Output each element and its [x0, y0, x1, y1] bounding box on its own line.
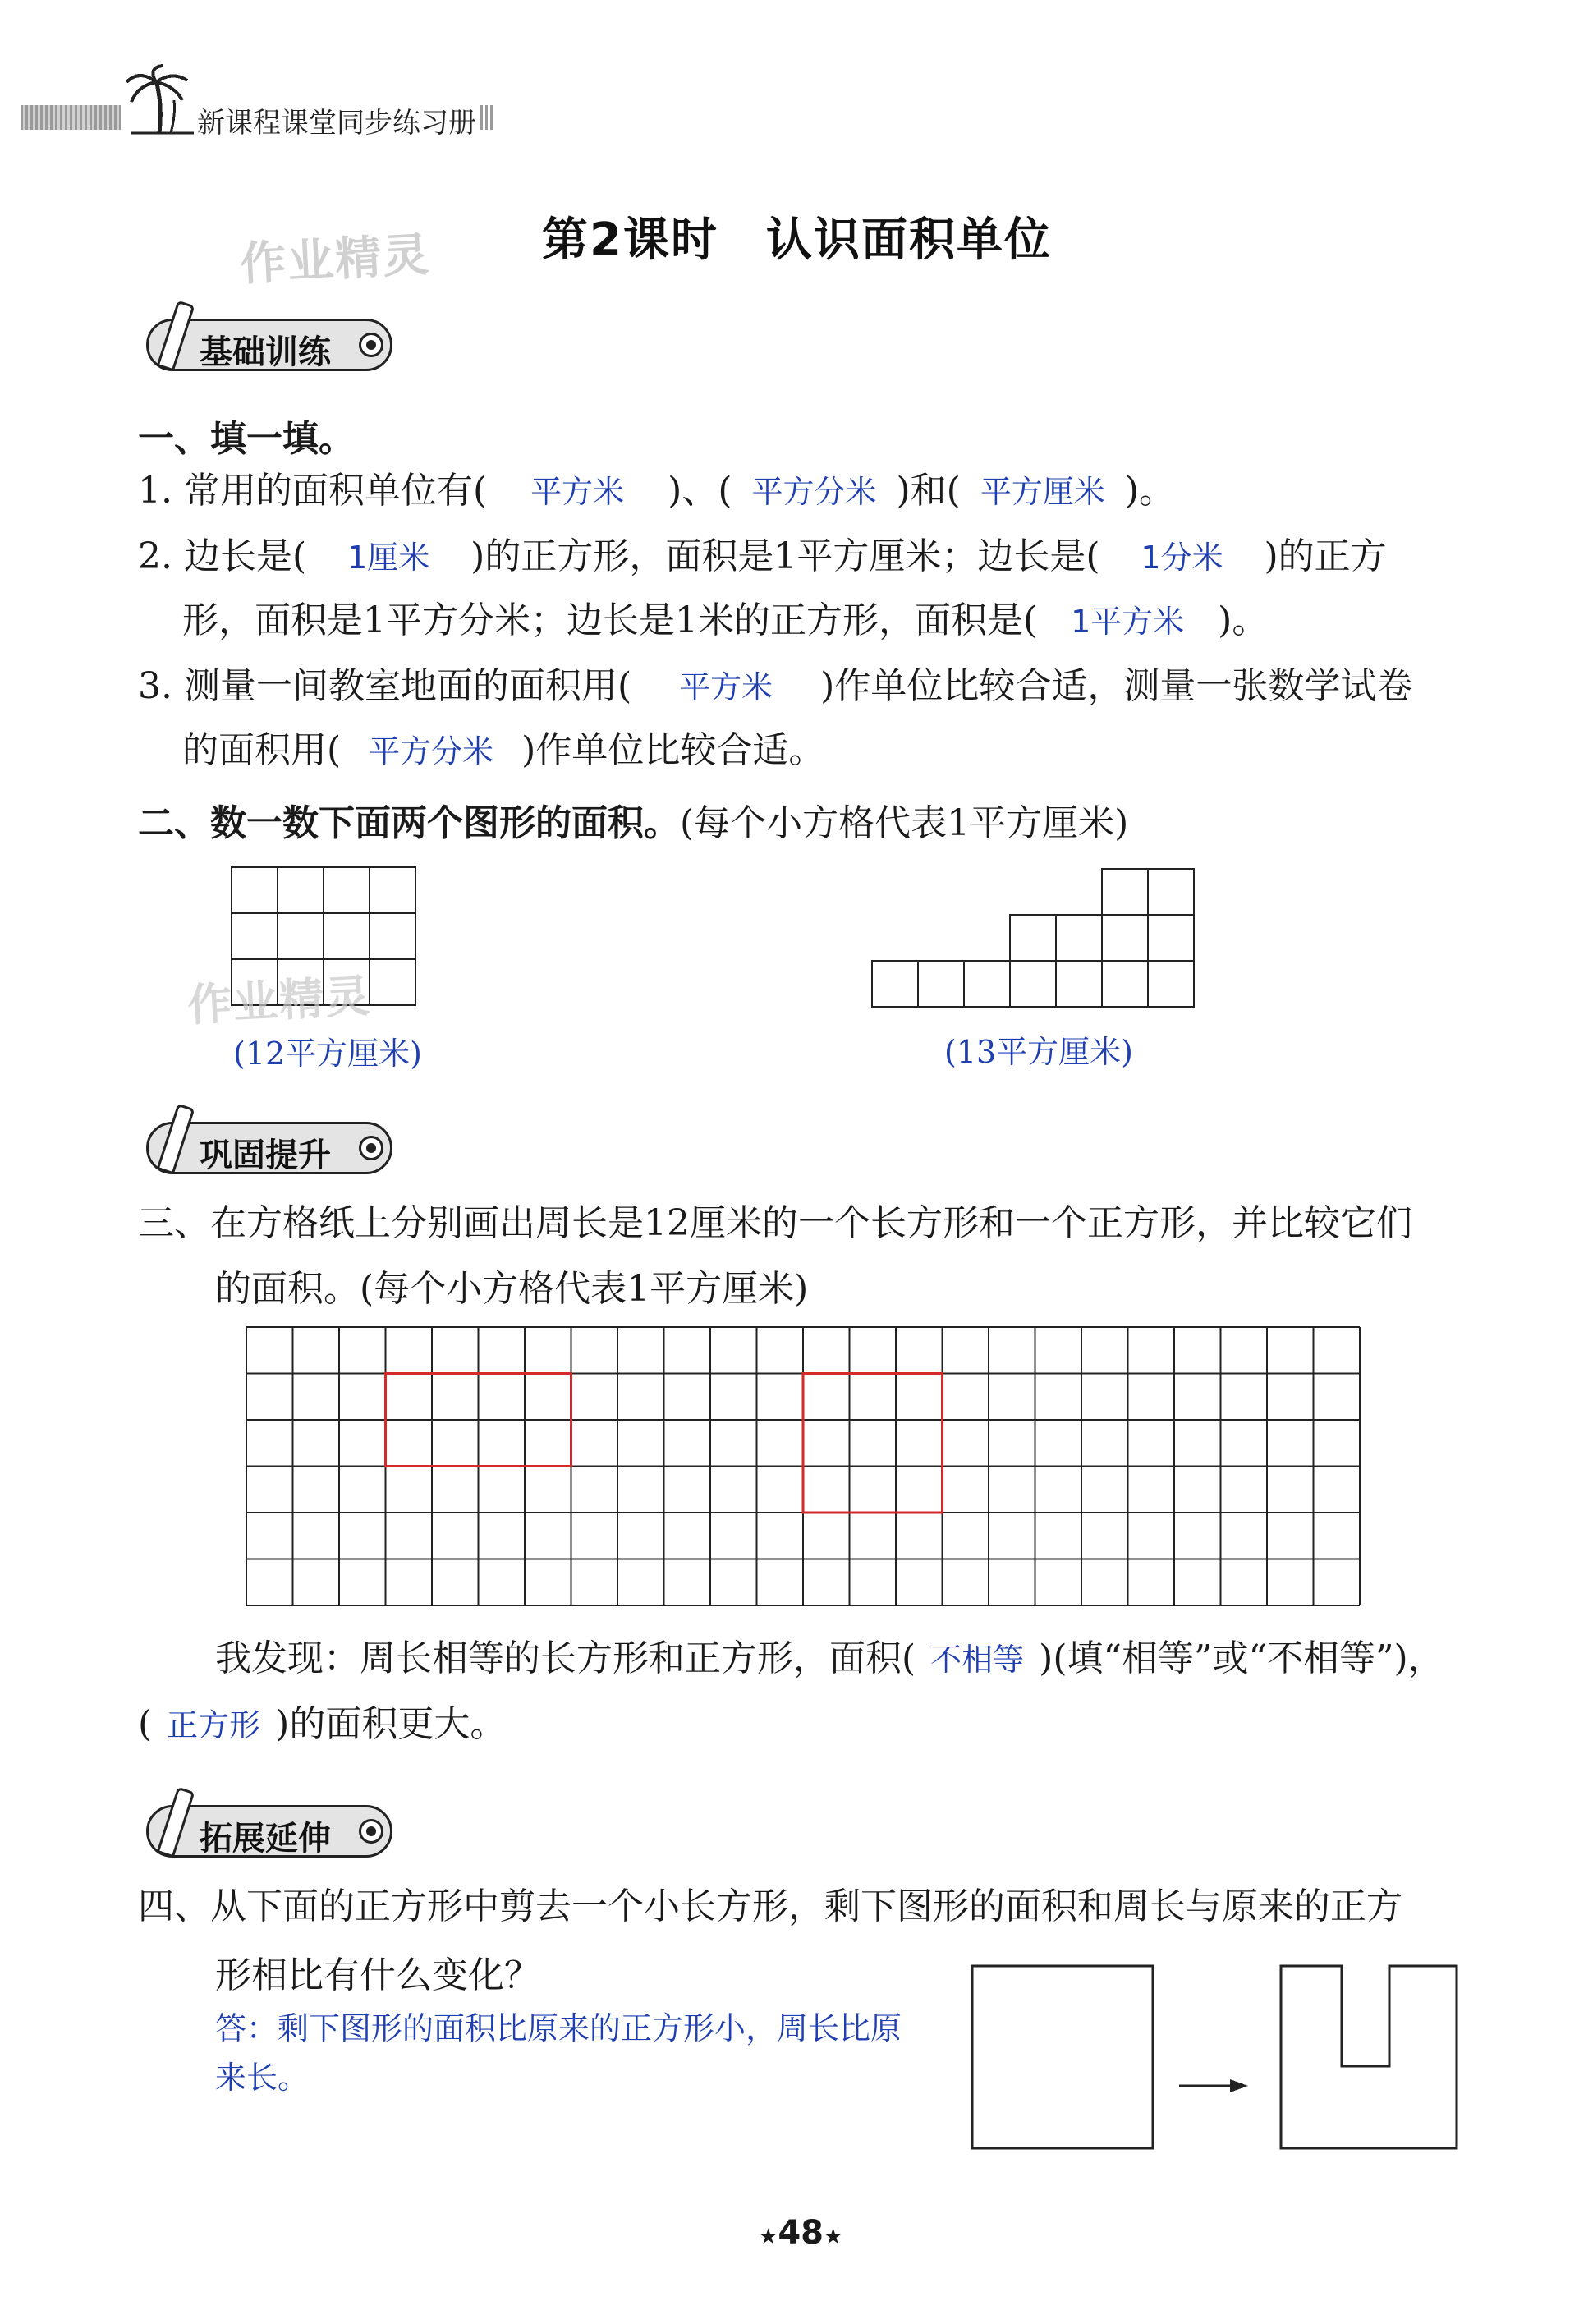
q-text: 测量一间教室地面的面积用( [183, 665, 632, 707]
header-stripe-end [480, 105, 495, 130]
part3-heading-text: 的面积。(每个小方格代表1平方厘米) [215, 1268, 809, 1310]
answer-handwritten: 平方米 [530, 474, 625, 510]
section-label: 巩固提升 [200, 1137, 331, 1174]
q-number: 2. [138, 535, 172, 577]
page-number-line [759, 2214, 842, 2252]
part2-heading-line [138, 793, 1128, 848]
answer-handwritten: 平方分米 [751, 474, 877, 510]
star-icon: ★ [759, 2225, 778, 2249]
remaining-shape [1281, 1966, 1457, 2148]
section-label: 拓展延伸 [200, 1820, 331, 1858]
part4-heading-2 [215, 1951, 540, 2000]
q-text: 的面积用( [182, 729, 342, 771]
q-text: )、( [668, 470, 732, 512]
part4-heading-text: 四、从下面的正方形中剪去一个小长方形，剩下图形的面积和周长与原来的正方 [138, 1885, 1402, 1927]
answer-line: 答：剩下图形的面积比原来的正方形小，周长比原 [215, 2010, 902, 2046]
pencil-icon [157, 1104, 195, 1175]
book-title: 新课程课堂同步练习册 [197, 107, 476, 140]
watermark: 作业精灵 [238, 227, 432, 292]
question-3 [138, 662, 1412, 712]
pencil-icon [157, 1787, 195, 1858]
lesson-title: 第2课时 认识面积单位 [542, 214, 1052, 267]
finding-text: )的面积更大。 [275, 1703, 507, 1745]
answer-handwritten: 1分米 [1141, 540, 1223, 576]
answer-handwritten: 1平方米 [1071, 604, 1185, 640]
part3-heading-1 [138, 1199, 1412, 1248]
answer-handwritten: 平方厘米 [980, 474, 1105, 510]
section-badge-extend [146, 1805, 392, 1858]
q-text: )和( [896, 470, 961, 512]
finding-text: 我发现：周长相等的长方形和正方形，面积( [215, 1637, 916, 1679]
part2-heading: 二、数一数下面两个图形的面积。 [138, 802, 680, 844]
q-text: )的正方形，面积是1平方厘米；边长是( [470, 535, 1100, 577]
answer-figure-1: (12平方厘米) [233, 1036, 423, 1072]
part4-heading-1 [138, 1882, 1402, 1931]
ring-icon [359, 1136, 383, 1160]
answer-handwritten: 不相等 [930, 1642, 1025, 1678]
part2-note: (每个小方格代表1平方厘米) [680, 802, 1129, 844]
graph-paper-grid [245, 1325, 1363, 1610]
q-text: )。 [1124, 470, 1176, 512]
q-number: 3. [138, 665, 172, 707]
q-text: )作单位比较合适，测量一张数学试卷 [820, 665, 1413, 707]
q-text: 形，面积是1平方分米；边长是1米的正方形，面积是( [182, 599, 1038, 641]
answer-figure-2: (13平方厘米) [944, 1034, 1134, 1070]
watermark-2: 作业精灵 [186, 970, 373, 1031]
page-number: 48 [778, 2214, 824, 2252]
question-2 [138, 532, 1387, 582]
q-text: )的正方 [1264, 535, 1387, 577]
arrow-head-icon [1230, 2079, 1248, 2092]
part4-heading-text: 形相比有什么变化？ [215, 1954, 540, 1996]
q-text: 常用的面积单位有( [183, 470, 488, 512]
q-text: 边长是( [183, 535, 307, 577]
question-3-cont [182, 726, 824, 776]
ring-icon [359, 1819, 383, 1844]
question-1 [138, 466, 1175, 517]
original-square [972, 1966, 1153, 2148]
answer-handwritten: 正方形 [167, 1707, 261, 1743]
figure-grid-staircase [870, 861, 1199, 1010]
question-2-cont [182, 596, 1268, 646]
palm-tree-icon [123, 64, 197, 135]
q-text: )作单位比较合适。 [521, 729, 825, 771]
answer-line: 来长。 [215, 2060, 310, 2096]
cut-square-figure [969, 1963, 1478, 2160]
star-icon: ★ [823, 2225, 843, 2249]
header-stripe [21, 105, 121, 130]
finding-text: ( [138, 1703, 153, 1745]
part1-heading: 一、填一填。 [138, 418, 355, 460]
part4-answer [215, 2004, 902, 2102]
answer-handwritten: 1厘米 [347, 540, 430, 576]
answer-handwritten: 平方分米 [369, 733, 494, 769]
part3-finding-1 [215, 1634, 1444, 1684]
finding-text: )(填“相等”或“不相等”)， [1039, 1637, 1444, 1679]
drawn-square [803, 1374, 943, 1513]
pencil-icon [157, 301, 195, 372]
section-badge-consolidate [146, 1122, 392, 1174]
part3-finding-2 [138, 1700, 506, 1750]
q-text: )。 [1218, 599, 1269, 641]
part3-heading-text: 三、在方格纸上分别画出周长是12厘米的一个长方形和一个正方形，并比较它们 [138, 1202, 1412, 1244]
q-number: 1. [138, 470, 172, 512]
ring-icon [359, 333, 383, 357]
answer-handwritten: 平方米 [679, 669, 773, 705]
section-badge-basic [146, 319, 392, 371]
part3-heading-2 [215, 1265, 808, 1314]
section-label: 基础训练 [200, 333, 331, 371]
